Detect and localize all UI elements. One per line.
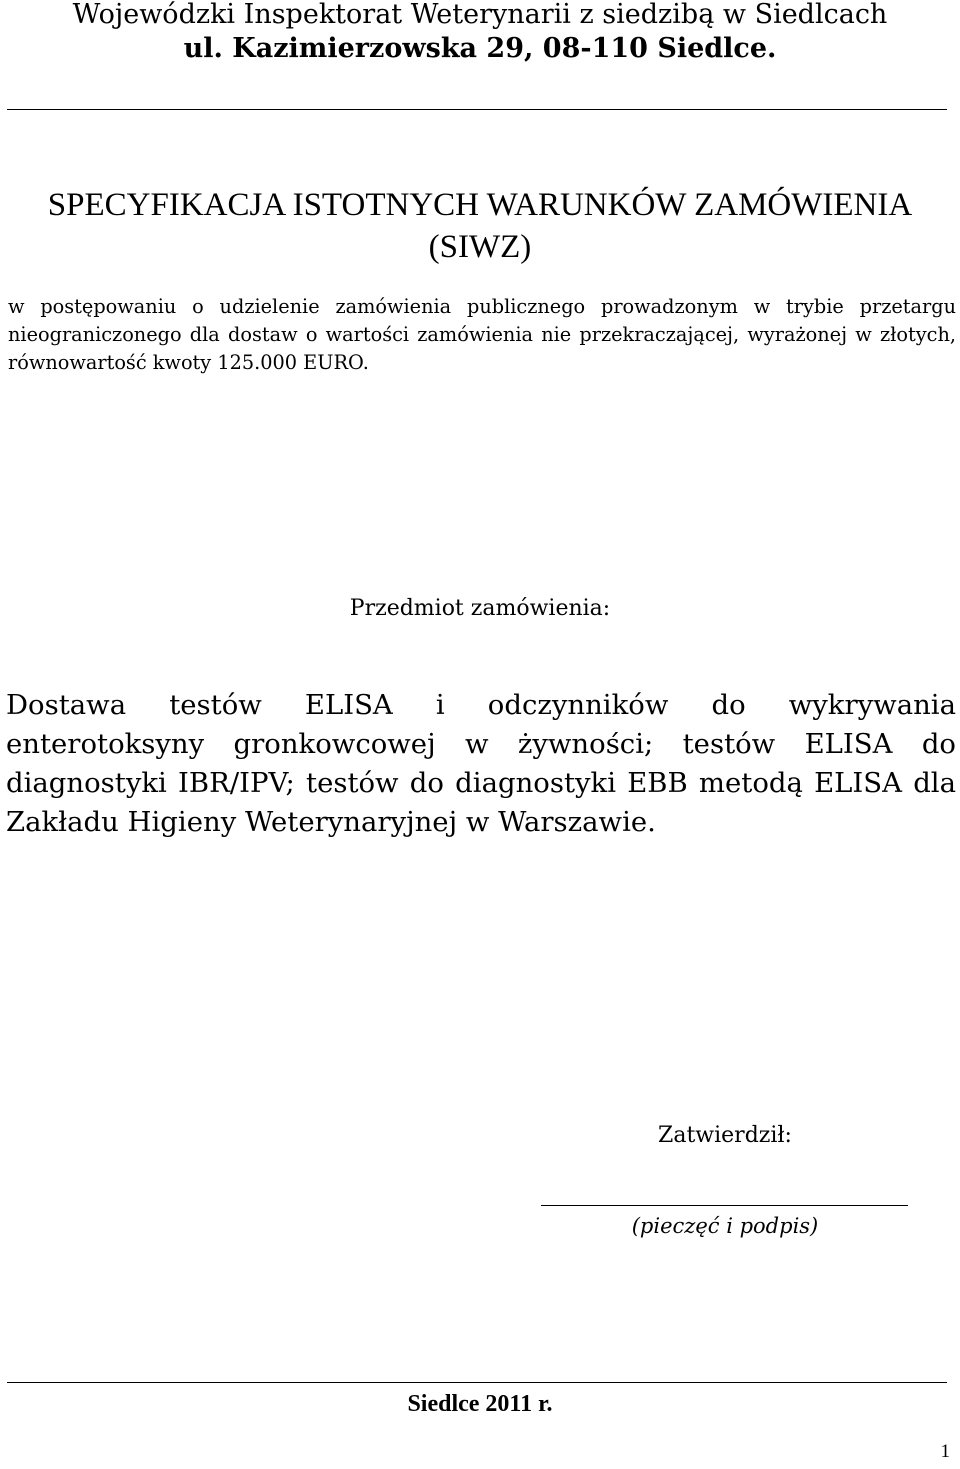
footer-divider — [7, 1382, 947, 1383]
document-title-abbreviation: (SIWZ) — [428, 229, 532, 265]
signature-line — [541, 1205, 908, 1206]
approval-label: Zatwierdził: — [658, 1123, 792, 1148]
header-divider — [7, 109, 947, 110]
signature-caption: (pieczęć i podpis) — [631, 1214, 819, 1238]
subject-label: Przedmiot zamówienia: — [349, 596, 611, 621]
page-number: 1 — [940, 1441, 950, 1462]
place-and-date: Siedlce 2011 r. — [407, 1391, 553, 1417]
procedure-description: w postępowaniu o udzielenie zamówienia publicznego prowadzonym w trybie przetargu nieograniczonego dla dostaw o wartości zamówienia nie przekraczającej, wyrażonej w złotych, równowartość kwoty 125.000 EURO. — [8, 295, 956, 374]
institution-name: Wojewódzki Inspektorat Weterynarii z siedzibą w Siedlcach — [72, 0, 888, 30]
subject-description: Dostawa testów ELISA i odczynników do wykrywania enterotoksyny gronkowcowej w żywności; testów ELISA do diagnostyki IBR/IPV; testów do diagnostyki EBB metodą ELISA dla Zakładu Higieny Weterynaryjnej w Warszawie. — [6, 689, 956, 838]
institution-address: ul. Kazimierzowska 29, 08-110 Siedlce. — [183, 33, 777, 64]
document-title: SPECYFIKACJA ISTOTNYCH WARUNKÓW ZAMÓWIENIA — [47, 187, 913, 223]
